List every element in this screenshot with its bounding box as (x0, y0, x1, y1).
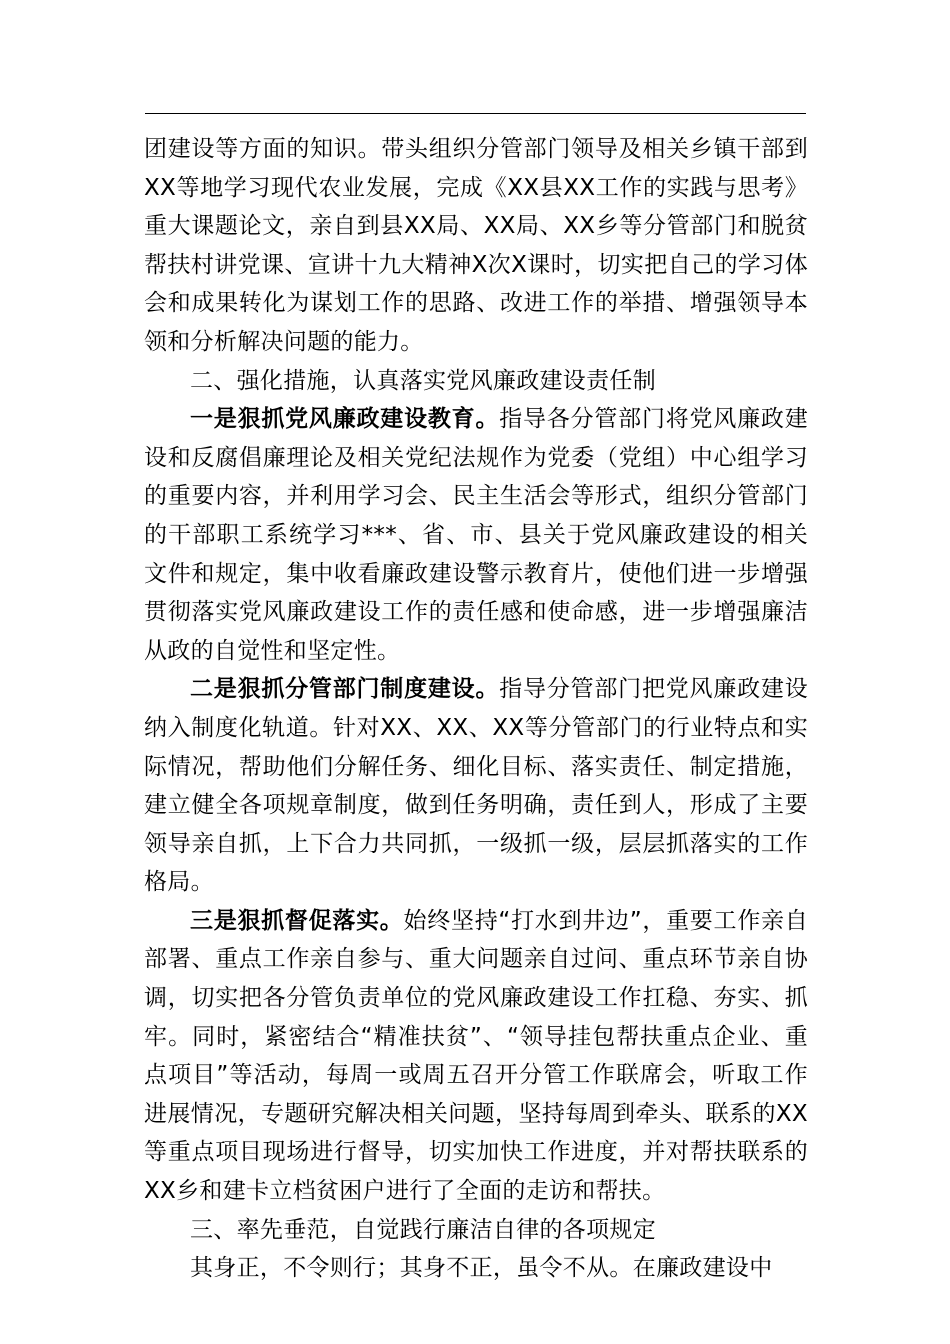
section-heading-3: 三、率先垂范，自觉践行廉洁自律的各项规定 (190, 1216, 656, 1243)
item-3-text: 始终坚持“打水到井边”，重要工作亲自部署、重点工作亲自参与、重大问题亲自过问、重点环节亲自协调，切实把各分管负责单位的党风廉政建设工作扛稳、夯实、抓牢。同时，紧密结合“精准扶贫”、“领导挂包帮扶重点企业、重点项目”等活动，每周一或周五召开分管工作联席会，听取工作进展情况，专题研究解决相关问题，坚持每周到牵头、联系的XX等重点项目现场进行督导，切实加快工作进度，并对帮扶联系的XX乡和建卡立档贫困户进行了全面的走访和帮扶。 (144, 907, 808, 1205)
document-body (144, 130, 808, 1288)
item-2-lead: 二是狠抓分管部门制度建设。 (190, 676, 500, 703)
item-2-text: 指导分管部门把党风廉政建设纳入制度化轨道。针对XX、XX、XX等分管部门的行业特点和实际情况，帮助他们分解任务、细化目标、落实责任、制定措施，建立健全各项规章制度，做到任务明确，责任到人，形成了主要领导亲自抓，上下合力共同抓，一级抓一级，层层抓落实的工作格局。 (144, 676, 808, 896)
paragraph-final: 其身正，不令则行；其身不正，虽令不从。在廉政建设中 (190, 1255, 773, 1282)
paragraph-continuation: 团建设等方面的知识。带头组织分管部门领导及相关乡镇干部到XX等地学习现代农业发展，完成《XX县XX工作的实践与思考》重大课题论文，亲自到县XX局、XX局、XX乡等分管部门和脱贫帮扶村讲党课、宣讲十九大精神X次X课时，切实把自己的学习体会和成果转化为谋划工作的思路、改进工作的举措、增强领导本领和分析解决问题的能力。 (144, 136, 808, 355)
paragraph-item-1 (144, 400, 808, 670)
paragraph-item-3 (144, 902, 808, 1211)
header-rule (145, 113, 806, 114)
section-heading-2: 二、强化措施，认真落实党风廉政建设责任制 (190, 367, 656, 394)
item-1-lead: 一是狠抓党风廉政建设教育。 (190, 406, 500, 433)
item-3-lead: 三是狠抓督促落实。 (190, 907, 404, 934)
paragraph-item-2 (144, 670, 808, 902)
item-1-text: 指导各分管部门将党风廉政建设和反腐倡廉理论及相关党纪法规作为党委（党组）中心组学习的重要内容，并利用学习会、民主生活会等形式，组织分管部门的干部职工系统学习***、省、市、县关于党风廉政建设的相关文件和规定，集中收看廉政建设警示教育片，使他们进一步增强贯彻落实党风廉政建设工作的责任感和使命感，进一步增强廉洁从政的自觉性和坚定性。 (144, 406, 808, 664)
